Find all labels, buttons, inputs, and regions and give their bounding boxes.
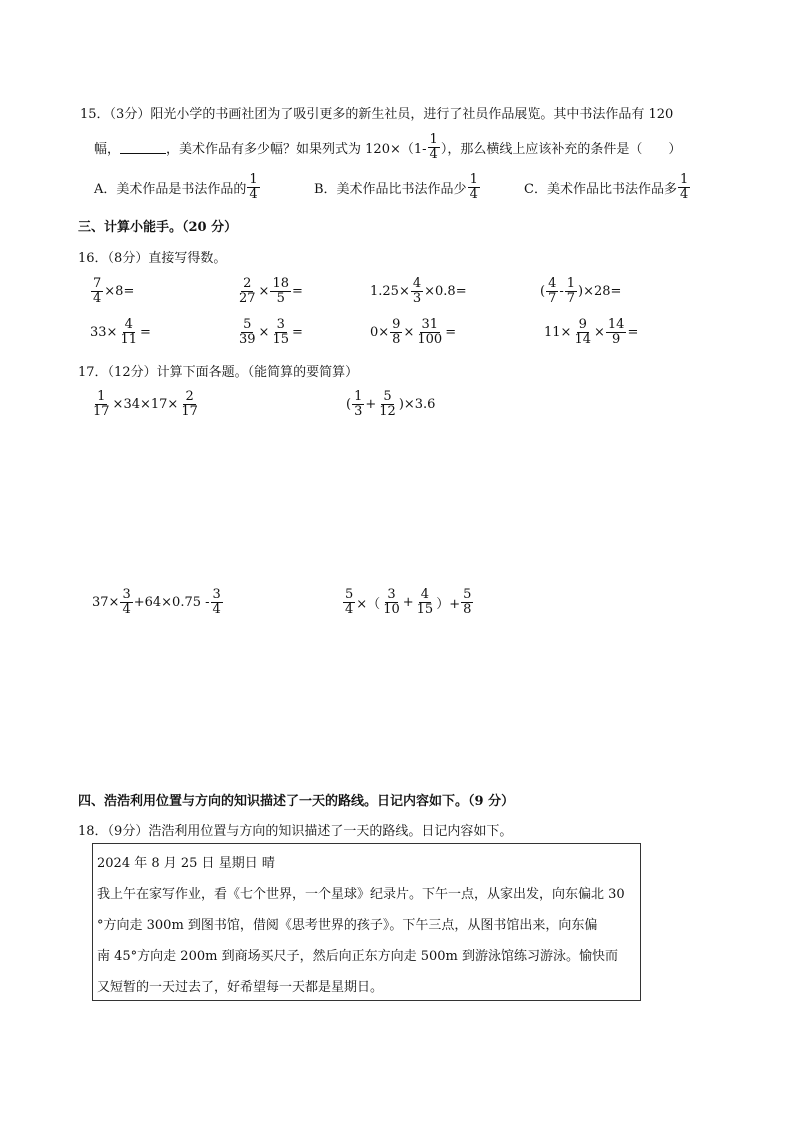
q15-line2-c: ），那么横线上应该补充的条件是（ ）	[440, 141, 682, 157]
q16-item-3	[370, 277, 467, 305]
numerator: 4	[420, 587, 430, 602]
operator: ×	[593, 324, 605, 340]
equals: =	[627, 324, 639, 340]
denominator: 3	[354, 403, 363, 419]
option-text: C．美术作品比书法作品多	[524, 181, 677, 197]
numerator: 3	[212, 587, 221, 602]
denominator: 8	[463, 601, 472, 617]
q16-item-7	[370, 318, 456, 346]
denominator: 9	[612, 331, 621, 347]
numerator: 2	[185, 389, 194, 404]
numerator: 5	[383, 389, 392, 404]
paren: (	[346, 396, 352, 412]
q17-expression-1	[90, 390, 201, 418]
denominator: 3	[412, 290, 422, 306]
denominator: 4	[122, 601, 131, 617]
expr-text: ×0.8=	[424, 283, 467, 299]
q17-expression-2	[346, 390, 435, 418]
numerator: 5	[243, 317, 252, 332]
denominator: 4	[469, 186, 478, 202]
numerator: 1	[249, 172, 258, 187]
q17-expression-3	[92, 588, 224, 616]
expr-text: ×8=	[104, 283, 135, 299]
numerator: 31	[421, 317, 439, 332]
numerator: 5	[463, 587, 472, 602]
equals: =	[139, 324, 151, 340]
q15-line2	[94, 133, 681, 161]
q17-title: 17．（12分）计算下面各题。（能简算的要简算）	[78, 365, 359, 380]
denominator: 17	[181, 403, 198, 419]
expr-text: ×34×17×	[112, 396, 179, 412]
expr-text: )×28=	[578, 283, 622, 299]
q15-line1: 15．（3分）阳光小学的书画社团为了吸引更多的新生社员，进行了社员作品展览。其中书法作品有 120	[80, 107, 674, 122]
denominator: 7	[566, 290, 576, 306]
numerator: 1	[566, 276, 576, 291]
expr-text: 11×	[544, 324, 572, 340]
numerator: 3	[276, 317, 285, 332]
denominator: 7	[548, 290, 557, 306]
expr-text: ）+	[436, 596, 461, 612]
expr-text: 33×	[90, 324, 118, 340]
equals: =	[292, 324, 303, 340]
equals: =	[445, 324, 457, 340]
denominator: 17	[93, 403, 110, 419]
q16-item-8	[544, 318, 638, 346]
denominator: 8	[392, 331, 401, 347]
answer-blank[interactable]	[120, 141, 166, 154]
numerator: 5	[345, 587, 354, 602]
section-4-title: 四、浩浩利用位置与方向的知识描述了一天的路线。日记内容如下。（9 分）	[78, 794, 515, 809]
option-text: B．美术作品比书法作品少	[314, 181, 467, 197]
q15-line2-a: 幅，	[94, 141, 121, 157]
q16-item-5	[90, 318, 151, 346]
diary-box	[92, 843, 641, 1001]
denominator: 4	[429, 146, 438, 162]
expr-text: 1.25×	[370, 283, 410, 299]
diary-line-4: 南 45°方向走 200m 到商场买尺子，然后向正东方向走 500m 到游泳馆练习游泳。愉快而	[97, 949, 618, 964]
numerator: 4	[548, 276, 557, 291]
expr-text: )×3.6	[398, 396, 436, 412]
operator: +	[365, 396, 377, 412]
denominator: 4	[93, 290, 102, 306]
expr-text: ×（	[356, 596, 381, 612]
expr-text: +64×0.75 -	[133, 594, 210, 610]
numerator: 9	[578, 317, 587, 332]
q16-item-1	[90, 277, 134, 305]
numerator: 4	[124, 317, 133, 332]
numerator: 18	[272, 276, 289, 291]
equals: =	[292, 283, 303, 299]
denominator: 15	[416, 601, 434, 617]
q15-option-c[interactable]	[524, 173, 691, 201]
numerator: 2	[243, 276, 252, 291]
denominator: 39	[239, 331, 256, 347]
q15-option-b[interactable]	[314, 173, 481, 201]
diary-line-5: 又短暂的一天过去了，好希望每一天都是星期日。	[97, 980, 384, 995]
option-text: A．美术作品是书法作品的	[94, 181, 247, 197]
operator: ×	[258, 324, 270, 340]
denominator: 10	[383, 601, 400, 617]
numerator: 9	[392, 317, 401, 332]
q16-item-6	[236, 318, 303, 346]
expr-text: 0×	[370, 324, 390, 340]
operator: ×	[403, 324, 415, 340]
numerator: 1	[429, 132, 438, 147]
diary-line-3: °方向走 300m 到图书馆，借阅《思考世界的孩子》。下午三点，从图书馆出来，向东偏	[97, 918, 598, 933]
denominator: 4	[212, 601, 221, 617]
denominator: 11	[120, 331, 137, 347]
denominator: 100	[417, 331, 443, 347]
numerator: 7	[93, 276, 102, 291]
numerator: 3	[387, 587, 396, 602]
section-3-title: 三、计算小能手。（20 分）	[78, 220, 238, 235]
option-fraction	[247, 173, 259, 201]
q15-line2-b: ，美术作品有多少幅？如果列式为 120×（1-	[166, 141, 427, 157]
diary-line-2: 我上午在家写作业，看《七个世界，一个星球》纪录片。下午一点，从家出发，向东偏北 30	[97, 887, 625, 902]
denominator: 4	[679, 186, 689, 202]
denominator: 15	[272, 331, 289, 347]
numerator: 1	[679, 172, 689, 187]
operator: -	[559, 283, 564, 299]
denominator: 27	[239, 290, 256, 306]
numerator: 1	[97, 389, 106, 404]
denominator: 12	[379, 403, 396, 419]
denominator: 4	[345, 601, 354, 617]
option-fraction	[678, 173, 690, 201]
q16-item-2	[236, 277, 303, 305]
diary-line-1: 2024 年 8 月 25 日 星期日 晴	[97, 856, 275, 871]
q16-title: 16．（8分）直接写得数。	[78, 251, 227, 266]
numerator: 1	[469, 172, 478, 187]
operator: ×	[258, 283, 270, 299]
q17-expression-4	[342, 588, 474, 616]
q18-title: 18．（9分）浩浩利用位置与方向的知识描述了一天的路线。日记内容如下。	[78, 824, 513, 839]
q16-item-4	[540, 277, 621, 305]
numerator: 4	[412, 276, 422, 291]
denominator: 5	[276, 290, 285, 306]
numerator: 14	[607, 317, 625, 332]
operator: +	[402, 594, 414, 610]
numerator: 1	[354, 389, 363, 404]
paren: (	[540, 283, 546, 299]
denominator: 14	[574, 331, 591, 347]
expr-text: 37×	[92, 594, 120, 610]
option-fraction	[468, 173, 480, 201]
q15-fraction	[428, 133, 440, 161]
denominator: 4	[249, 186, 258, 202]
q15-option-a[interactable]	[94, 173, 261, 201]
numerator: 3	[122, 587, 131, 602]
